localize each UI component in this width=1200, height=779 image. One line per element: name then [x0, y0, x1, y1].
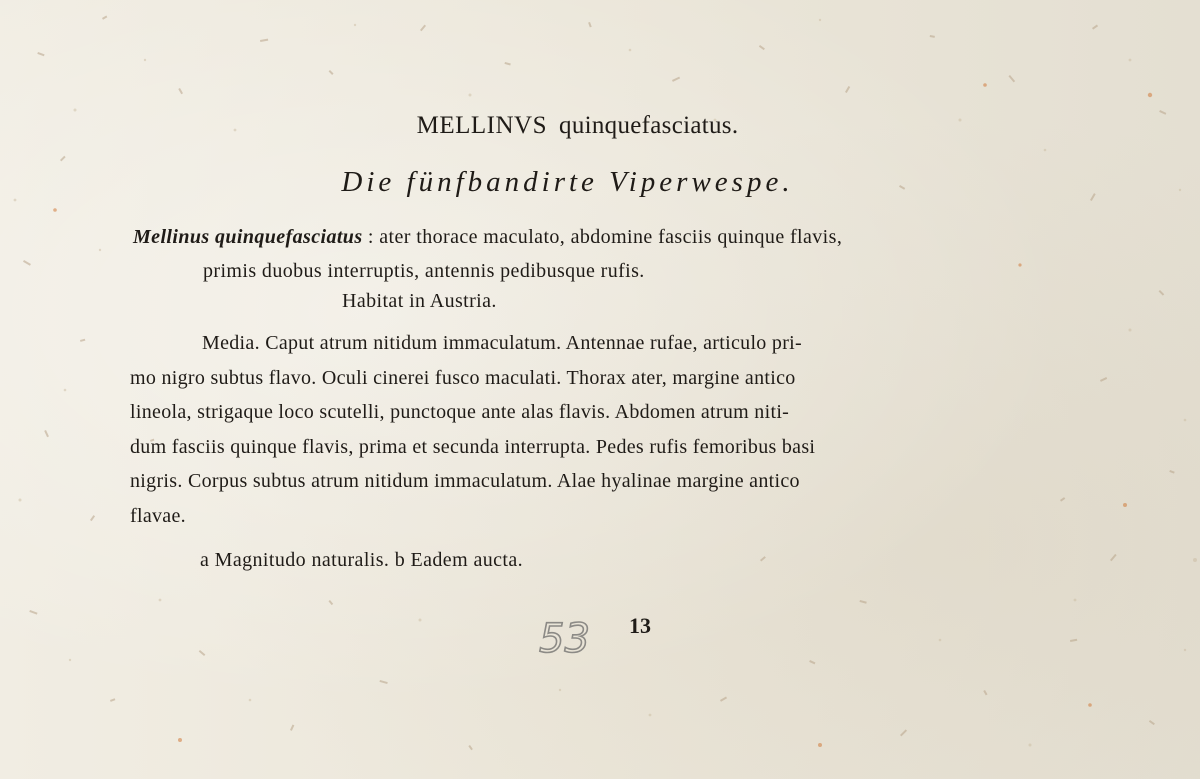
- page-title: [0, 112, 1155, 140]
- description-line: flavae.: [130, 504, 186, 527]
- diagnosis-text-line2: primis duobus interruptis, antennis pedibusque rufis.: [203, 260, 645, 282]
- figure-caption: a Magnitudo naturalis. b Eadem aucta.: [200, 549, 524, 571]
- handwritten-note: [537, 612, 593, 660]
- description-line: mo nigro subtus flavo. Oculi cinerei fusco maculati. Thorax ater, margine antico: [130, 366, 796, 389]
- description-paragraph: [130, 326, 1020, 533]
- description-line: nigris. Corpus subtus atrum nitidum immaculatum. Alae hyalinae margine antico: [130, 470, 800, 492]
- genus-name: MELLINVS: [416, 112, 548, 139]
- description-line: lineola, strigaque loco scutelli, punctoque ante alas flavis. Abdomen atrum niti-: [130, 401, 790, 423]
- species-name: quinquefasciatus.: [559, 112, 739, 139]
- species-diagnosis: [133, 220, 1033, 288]
- habitat-line: Habitat in Austria.: [342, 290, 497, 312]
- description-line: Media. Caput atrum nitidum immaculatum. Antennae rufae, articulo pri-: [202, 332, 802, 354]
- page-number: 13: [629, 613, 651, 638]
- german-common-name: Die fünfbandirte Viperwespe.: [341, 166, 794, 198]
- description-line: dum fasciis quinque flavis, prima et secunda interrupta. Pedes rufis femoribus basi: [130, 435, 816, 458]
- diagnosis-text-line1: : ater thorace maculato, abdomine fasciis quinque flavis,: [367, 226, 843, 248]
- diagnosis-species-name: Mellinus quinquefasciatus: [133, 226, 363, 248]
- handwritten-note-text: 53: [539, 616, 590, 660]
